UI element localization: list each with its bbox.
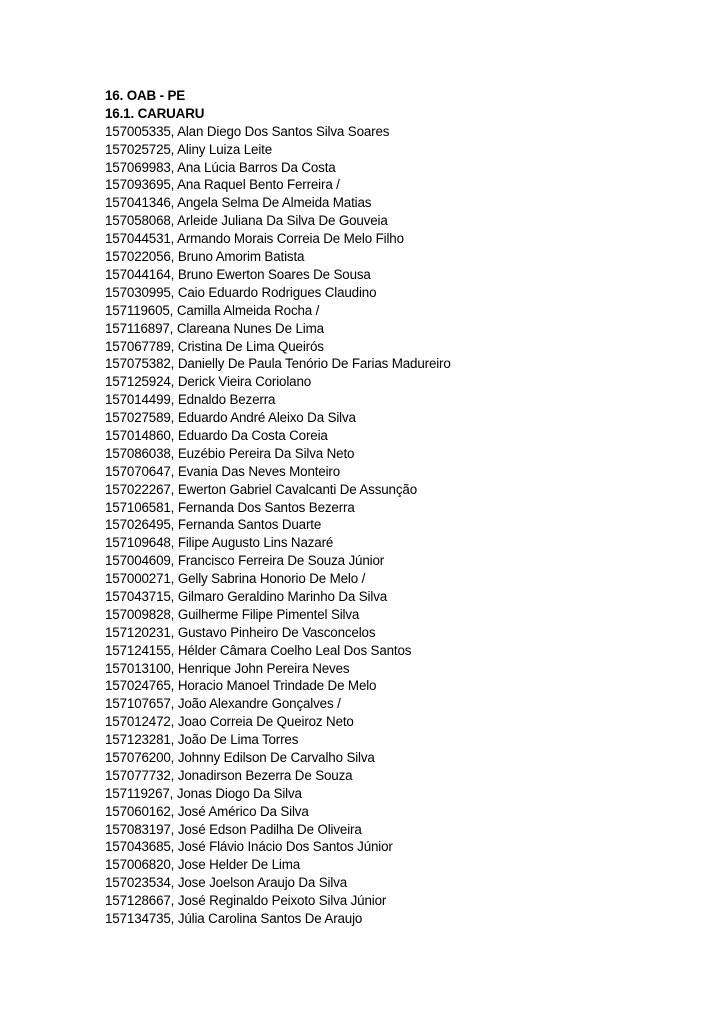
list-item: 157125924, Derick Vieira Coriolano bbox=[105, 374, 312, 390]
section-heading: 16. OAB - PE bbox=[105, 88, 186, 103]
list-item: 157023534, Jose Joelson Araujo Da Silva bbox=[105, 875, 348, 891]
list-item: 157119267, Jonas Diogo Da Silva bbox=[105, 785, 302, 801]
list-item: 157025725, Aliny Luiza Leite bbox=[105, 141, 273, 157]
list-item: 157069983, Ana Lúcia Barros Da Costa bbox=[105, 159, 336, 175]
list-item: 157124155, Hélder Câmara Coelho Leal Dos Santos bbox=[105, 642, 412, 658]
list-item: 157013100, Henrique John Pereira Neves bbox=[105, 660, 350, 676]
list-item: 157093695, Ana Raquel Bento Ferreira / bbox=[105, 177, 340, 193]
list-item: 157022267, Ewerton Gabriel Cavalcanti De Assunção bbox=[105, 481, 417, 497]
list-item: 157086038, Euzébio Pereira Da Silva Neto bbox=[105, 445, 355, 461]
list-item: 157106581, Fernanda Dos Santos Bezerra bbox=[105, 499, 355, 515]
list-item: 157083197, José Edson Padilha De Oliveira bbox=[105, 821, 362, 837]
list-item: 157044531, Armando Morais Correia De Melo Filho bbox=[105, 231, 404, 247]
list-item: 157014499, Ednaldo Bezerra bbox=[105, 392, 276, 408]
list-item: 157006820, Jose Helder De Lima bbox=[105, 857, 300, 873]
list-item: 157000271, Gelly Sabrina Honorio De Melo / bbox=[105, 571, 366, 587]
list-item: 157109648, Filipe Augusto Lins Nazaré bbox=[105, 535, 334, 551]
list-item: 157043715, Gilmaro Geraldino Marinho Da Silva bbox=[105, 588, 388, 604]
list-item: 157076200, Johnny Edilson De Carvalho Silva bbox=[105, 749, 375, 765]
list-item: 157128667, José Reginaldo Peixoto Silva Júnior bbox=[105, 893, 387, 909]
list-item: 157075382, Danielly De Paula Tenório De Farias Madureiro bbox=[105, 356, 451, 372]
list-item: 157012472, Joao Correia De Queiroz Neto bbox=[105, 714, 354, 730]
list-item: 157041346, Angela Selma De Almeida Matias bbox=[105, 195, 372, 211]
list-item: 157027589, Eduardo André Aleixo Da Silva bbox=[105, 410, 356, 426]
candidate-list bbox=[105, 123, 665, 928]
list-item: 157058068, Arleide Juliana Da Silva De Gouveia bbox=[105, 213, 388, 229]
list-item: 157030995, Caio Eduardo Rodrigues Claudino bbox=[105, 284, 377, 300]
list-item: 157107657, João Alexandre Gonçalves / bbox=[105, 696, 341, 712]
list-item: 157060162, José Américo Da Silva bbox=[105, 803, 309, 819]
list-item: 157044164, Bruno Ewerton Soares De Sousa bbox=[105, 266, 371, 282]
list-item: 157014860, Eduardo Da Costa Coreia bbox=[105, 427, 328, 443]
list-item: 157134735, Júlia Carolina Santos De Araujo bbox=[105, 911, 363, 926]
list-item: 157022056, Bruno Amorim Batista bbox=[105, 249, 305, 265]
list-item: 157026495, Fernanda Santos Duarte bbox=[105, 517, 322, 533]
list-item: 157067789, Cristina De Lima Queirós bbox=[105, 338, 324, 354]
list-item: 157070647, Evania Das Neves Monteiro bbox=[105, 463, 341, 479]
list-item: 157024765, Horacio Manoel Trindade De Melo bbox=[105, 678, 377, 694]
list-item: 157123281, João De Lima Torres bbox=[105, 732, 299, 748]
list-item: 157043685, José Flávio Inácio Dos Santos Júnior bbox=[105, 839, 393, 855]
list-item: 157005335, Alan Diego Dos Santos Silva Soares bbox=[105, 123, 390, 139]
list-item: 157004609, Francisco Ferreira De Souza Júnior bbox=[105, 553, 385, 569]
list-item: 157119605, Camilla Almeida Rocha / bbox=[105, 302, 320, 318]
list-item: 157120231, Gustavo Pinheiro De Vasconcelos bbox=[105, 624, 376, 640]
subsection-heading: 16.1. CARUARU bbox=[105, 105, 205, 121]
list-item: 157116897, Clareana Nunes De Lima bbox=[105, 320, 324, 336]
document-content bbox=[105, 87, 665, 928]
list-item: 157009828, Guilherme Filipe Pimentel Silva bbox=[105, 606, 360, 622]
list-item: 157077732, Jonadirson Bezerra De Souza bbox=[105, 767, 353, 783]
